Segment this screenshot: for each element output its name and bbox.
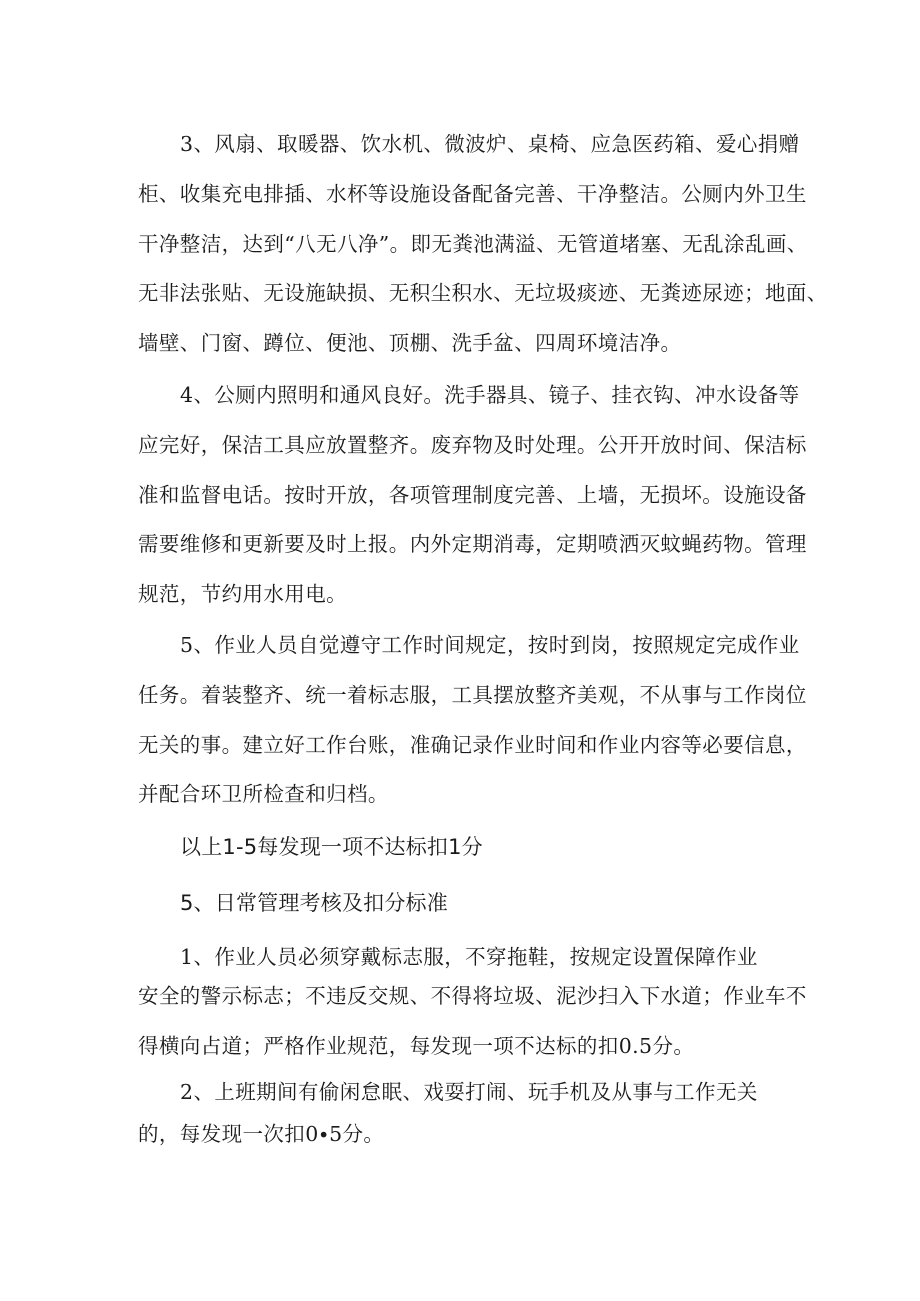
paragraph-4-line-2: 应完好，保洁工具应放置整齐。废弃物及时处理。公开开放时间、保洁标: [138, 433, 807, 457]
paragraph-3-line-3: 干净整洁，达到“八无八净”。即无粪池满溢、无管道堵塞、无乱涂乱画、: [138, 232, 808, 256]
paragraph-3-line-5: 墙壁、门窗、蹲位、便池、顶棚、洗手盆、四周环境洁净。: [138, 331, 682, 355]
item-1-line-3: 得横向占道；严格作业规范，每发现一项不达标的扣0.5分。: [138, 1034, 695, 1058]
paragraph-4-line-5: 规范，节约用水用电。: [138, 582, 347, 606]
paragraph-5-line-1: 5、作业人员自觉遵守工作时间规定，按时到岗，按照规定完成作业: [180, 633, 800, 657]
paragraph-4-line-3: 准和监督电话。按时开放，各项管理制度完善、上墙，无损坏。设施设备: [138, 483, 807, 507]
item-2-line-1: 2、上班期间有偷闲怠眠、戏耍打闹、玩手机及从事与工作无关: [180, 1080, 758, 1104]
paragraph-5-line-3: 无关的事。建立好工作台账，准确记录作业时间和作业内容等必要信息，: [138, 733, 807, 757]
item-1-line-2: 安全的警示标志；不违反交规、不得将垃圾、泥沙扫入下水道；作业车不: [138, 984, 807, 1008]
deduction-note: 以上1-5每发现一项不达标扣1分: [180, 835, 483, 859]
paragraph-4-line-1: 4、公厕内照明和通风良好。洗手器具、镜子、挂衣钩、冲水设备等: [180, 383, 800, 407]
item-1-line-1: 1、作业人员必须穿戴标志服，不穿拖鞋，按规定设置保障作业: [180, 945, 758, 969]
paragraph-3-line-4: 无非法张贴、无设施缺损、无积尘积水、无垃圾痰迹、无粪迹尿迹；地面、: [138, 281, 828, 305]
item-2-line-2: 的，每发现一次扣0∙5分。: [138, 1122, 385, 1146]
section-heading: 5、日常管理考核及扣分标准: [180, 891, 448, 915]
paragraph-3-line-1: 3、风扇、取暖器、饮水机、微波炉、桌椅、应急医药箱、爱心捐赠: [180, 132, 800, 156]
paragraph-5-line-4: 并配合环卫所检查和归档。: [138, 782, 389, 806]
paragraph-5-line-2: 任务。着装整齐、统一着标志服，工具摆放整齐美观，不从事与工作岗位: [138, 683, 807, 707]
paragraph-4-line-4: 需要维修和更新要及时上报。内外定期消毒，定期喷洒灭蚊蝇药物。管理: [138, 532, 807, 556]
paragraph-3-line-2: 柜、收集充电排插、水杯等设施设备配备完善、干净整洁。公厕内外卫生: [138, 182, 807, 206]
